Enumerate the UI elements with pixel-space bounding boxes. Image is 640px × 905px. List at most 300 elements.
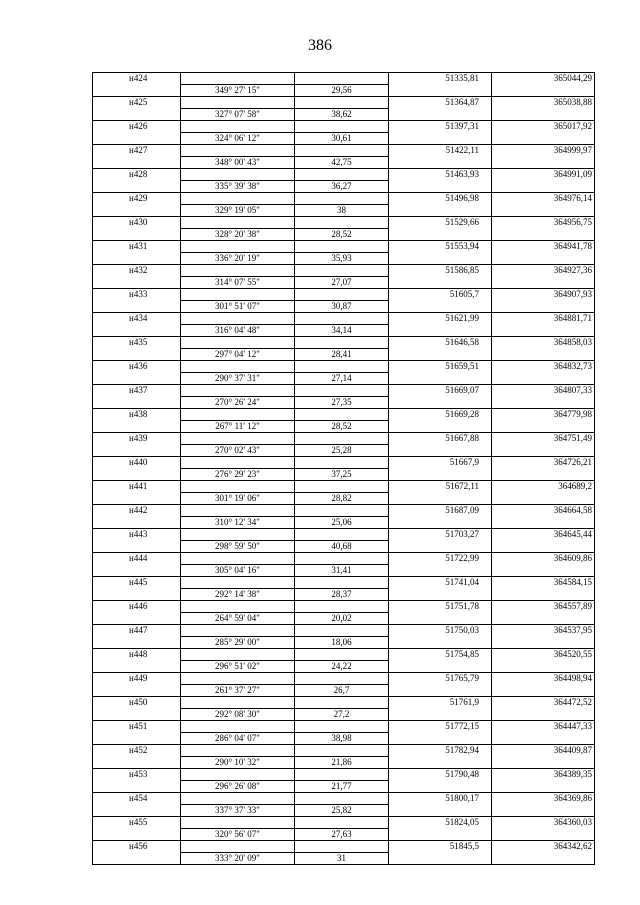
- point-name-cell: н455: [93, 817, 181, 829]
- point-name-cell: н430: [93, 217, 181, 229]
- y-coordinate-cell: 364689,2: [492, 481, 595, 493]
- point-name-cell: н440: [93, 457, 181, 469]
- empty-cell: [389, 181, 492, 193]
- empty-cell: [295, 505, 389, 517]
- point-name-cell: н438: [93, 409, 181, 421]
- empty-cell: [181, 337, 295, 349]
- coordinates-table-body: [93, 73, 595, 865]
- direction-cell: 324° 06' 12": [181, 133, 295, 145]
- x-coordinate-cell: 51772,15: [389, 721, 492, 733]
- empty-cell: [93, 565, 181, 577]
- empty-cell: [93, 229, 181, 241]
- coordinates-table: [92, 72, 595, 865]
- empty-cell: [389, 469, 492, 481]
- table-row-point: [93, 289, 595, 301]
- point-name-cell: н428: [93, 169, 181, 181]
- x-coordinate-cell: 51687,09: [389, 505, 492, 517]
- table-row-point: [93, 649, 595, 661]
- length-cell: 35,93: [295, 253, 389, 265]
- empty-cell: [492, 613, 595, 625]
- length-cell: 29,56: [295, 85, 389, 97]
- empty-cell: [389, 781, 492, 793]
- empty-cell: [389, 205, 492, 217]
- x-coordinate-cell: 51659,51: [389, 361, 492, 373]
- empty-cell: [295, 793, 389, 805]
- length-cell: 21,86: [295, 757, 389, 769]
- point-name-cell: н429: [93, 193, 181, 205]
- empty-cell: [93, 661, 181, 673]
- direction-cell: 328° 20' 38": [181, 229, 295, 241]
- empty-cell: [93, 397, 181, 409]
- empty-cell: [492, 397, 595, 409]
- direction-cell: 267° 11' 12": [181, 421, 295, 433]
- direction-cell: 298° 59' 50": [181, 541, 295, 553]
- empty-cell: [492, 205, 595, 217]
- x-coordinate-cell: 51397,31: [389, 121, 492, 133]
- direction-cell: 264° 59' 04": [181, 613, 295, 625]
- empty-cell: [181, 433, 295, 445]
- empty-cell: [93, 469, 181, 481]
- x-coordinate-cell: 51669,28: [389, 409, 492, 421]
- point-name-cell: н453: [93, 769, 181, 781]
- table-row-point: [93, 265, 595, 277]
- x-coordinate-cell: 51751,78: [389, 601, 492, 613]
- empty-cell: [181, 145, 295, 157]
- y-coordinate-cell: 364369,86: [492, 793, 595, 805]
- table-row-point: [93, 73, 595, 85]
- table-row-point: [93, 193, 595, 205]
- y-coordinate-cell: 364389,35: [492, 769, 595, 781]
- table-row-segment: [93, 277, 595, 289]
- empty-cell: [389, 85, 492, 97]
- table-row-segment: [93, 301, 595, 313]
- empty-cell: [181, 193, 295, 205]
- direction-cell: 297° 04' 12": [181, 349, 295, 361]
- y-coordinate-cell: 364991,09: [492, 169, 595, 181]
- empty-cell: [295, 745, 389, 757]
- direction-cell: 296° 51' 02": [181, 661, 295, 673]
- table-row-segment: [93, 781, 595, 793]
- y-coordinate-cell: 364498,94: [492, 673, 595, 685]
- empty-cell: [181, 673, 295, 685]
- point-name-cell: н442: [93, 505, 181, 517]
- empty-cell: [389, 757, 492, 769]
- x-coordinate-cell: 51750,03: [389, 625, 492, 637]
- empty-cell: [492, 469, 595, 481]
- empty-cell: [295, 337, 389, 349]
- empty-cell: [181, 721, 295, 733]
- length-cell: 30,61: [295, 133, 389, 145]
- point-name-cell: н456: [93, 841, 181, 853]
- x-coordinate-cell: 51669,07: [389, 385, 492, 397]
- x-coordinate-cell: 51335,81: [389, 73, 492, 85]
- empty-cell: [492, 541, 595, 553]
- empty-cell: [93, 349, 181, 361]
- empty-cell: [93, 445, 181, 457]
- x-coordinate-cell: 51722,99: [389, 553, 492, 565]
- table-row-segment: [93, 445, 595, 457]
- empty-cell: [181, 793, 295, 805]
- table-row-segment: [93, 757, 595, 769]
- empty-cell: [389, 565, 492, 577]
- direction-cell: 270° 02' 43": [181, 445, 295, 457]
- empty-cell: [492, 349, 595, 361]
- direction-cell: 348° 00' 43": [181, 157, 295, 169]
- direction-cell: 320° 56' 07": [181, 829, 295, 841]
- empty-cell: [389, 709, 492, 721]
- empty-cell: [492, 301, 595, 313]
- empty-cell: [389, 517, 492, 529]
- direction-cell: 270° 26' 24": [181, 397, 295, 409]
- empty-cell: [181, 529, 295, 541]
- empty-cell: [295, 121, 389, 133]
- table-row-segment: [93, 709, 595, 721]
- length-cell: 31,41: [295, 565, 389, 577]
- empty-cell: [93, 685, 181, 697]
- point-name-cell: н450: [93, 697, 181, 709]
- length-cell: 28,41: [295, 349, 389, 361]
- empty-cell: [295, 697, 389, 709]
- y-coordinate-cell: 364858,03: [492, 337, 595, 349]
- empty-cell: [389, 685, 492, 697]
- x-coordinate-cell: 51621,99: [389, 313, 492, 325]
- x-coordinate-cell: 51782,94: [389, 745, 492, 757]
- empty-cell: [181, 769, 295, 781]
- table-row-point: [93, 625, 595, 637]
- empty-cell: [295, 673, 389, 685]
- table-row-segment: [93, 229, 595, 241]
- y-coordinate-cell: 364472,52: [492, 697, 595, 709]
- y-coordinate-cell: 364447,33: [492, 721, 595, 733]
- y-coordinate-cell: 364557,89: [492, 601, 595, 613]
- y-coordinate-cell: 364956,75: [492, 217, 595, 229]
- empty-cell: [295, 649, 389, 661]
- empty-cell: [295, 385, 389, 397]
- point-name-cell: н444: [93, 553, 181, 565]
- empty-cell: [295, 313, 389, 325]
- x-coordinate-cell: 51845,5: [389, 841, 492, 853]
- table-row-segment: [93, 253, 595, 265]
- empty-cell: [93, 85, 181, 97]
- table-row-segment: [93, 637, 595, 649]
- empty-cell: [295, 433, 389, 445]
- empty-cell: [181, 385, 295, 397]
- empty-cell: [389, 445, 492, 457]
- empty-cell: [389, 637, 492, 649]
- empty-cell: [93, 373, 181, 385]
- table-row-point: [93, 217, 595, 229]
- length-cell: 26,7: [295, 685, 389, 697]
- table-row-segment: [93, 373, 595, 385]
- empty-cell: [295, 361, 389, 373]
- empty-cell: [389, 589, 492, 601]
- table-row-point: [93, 529, 595, 541]
- table-row-point: [93, 313, 595, 325]
- length-cell: 34,14: [295, 325, 389, 337]
- length-cell: 25,82: [295, 805, 389, 817]
- x-coordinate-cell: 51364,87: [389, 97, 492, 109]
- length-cell: 38,62: [295, 109, 389, 121]
- length-cell: 36,27: [295, 181, 389, 193]
- table-row-segment: [93, 349, 595, 361]
- y-coordinate-cell: 364832,73: [492, 361, 595, 373]
- empty-cell: [181, 217, 295, 229]
- empty-cell: [181, 625, 295, 637]
- table-row-point: [93, 145, 595, 157]
- length-cell: 38: [295, 205, 389, 217]
- empty-cell: [93, 589, 181, 601]
- empty-cell: [389, 733, 492, 745]
- direction-cell: 276° 29' 23": [181, 469, 295, 481]
- table-row-segment: [93, 157, 595, 169]
- length-cell: 28,52: [295, 229, 389, 241]
- empty-cell: [93, 781, 181, 793]
- empty-cell: [295, 769, 389, 781]
- length-cell: 30,87: [295, 301, 389, 313]
- empty-cell: [492, 565, 595, 577]
- direction-cell: 261° 37' 27": [181, 685, 295, 697]
- point-name-cell: н437: [93, 385, 181, 397]
- empty-cell: [492, 181, 595, 193]
- empty-cell: [492, 421, 595, 433]
- point-name-cell: н441: [93, 481, 181, 493]
- empty-cell: [93, 133, 181, 145]
- empty-cell: [389, 661, 492, 673]
- empty-cell: [492, 277, 595, 289]
- empty-cell: [93, 421, 181, 433]
- y-coordinate-cell: 364807,33: [492, 385, 595, 397]
- table-row-point: [93, 601, 595, 613]
- y-coordinate-cell: 365038,88: [492, 97, 595, 109]
- empty-cell: [389, 325, 492, 337]
- table-row-segment: [93, 805, 595, 817]
- table-row-point: [93, 241, 595, 253]
- x-coordinate-cell: 51463,93: [389, 169, 492, 181]
- length-cell: 27,2: [295, 709, 389, 721]
- y-coordinate-cell: 364751,49: [492, 433, 595, 445]
- length-cell: 27,63: [295, 829, 389, 841]
- empty-cell: [389, 133, 492, 145]
- table-row-segment: [93, 733, 595, 745]
- empty-cell: [93, 109, 181, 121]
- table-row-point: [93, 97, 595, 109]
- point-name-cell: н432: [93, 265, 181, 277]
- length-cell: 25,28: [295, 445, 389, 457]
- table-row-segment: [93, 469, 595, 481]
- empty-cell: [389, 421, 492, 433]
- empty-cell: [181, 697, 295, 709]
- point-name-cell: н452: [93, 745, 181, 757]
- table-row-segment: [93, 109, 595, 121]
- empty-cell: [492, 829, 595, 841]
- length-cell: 21,77: [295, 781, 389, 793]
- y-coordinate-cell: 364520,55: [492, 649, 595, 661]
- empty-cell: [181, 457, 295, 469]
- length-cell: 42,75: [295, 157, 389, 169]
- empty-cell: [492, 517, 595, 529]
- empty-cell: [181, 289, 295, 301]
- x-coordinate-cell: 51422,11: [389, 145, 492, 157]
- direction-cell: 292° 08' 30": [181, 709, 295, 721]
- empty-cell: [93, 325, 181, 337]
- direction-cell: 292° 14' 38": [181, 589, 295, 601]
- empty-cell: [295, 601, 389, 613]
- direction-cell: 296° 26' 08": [181, 781, 295, 793]
- length-cell: 40,68: [295, 541, 389, 553]
- direction-cell: 316° 04' 48": [181, 325, 295, 337]
- empty-cell: [389, 829, 492, 841]
- empty-cell: [295, 97, 389, 109]
- empty-cell: [389, 805, 492, 817]
- direction-cell: 305° 04' 16": [181, 565, 295, 577]
- empty-cell: [181, 553, 295, 565]
- y-coordinate-cell: 364927,36: [492, 265, 595, 277]
- y-coordinate-cell: 364664,58: [492, 505, 595, 517]
- empty-cell: [295, 577, 389, 589]
- point-name-cell: н451: [93, 721, 181, 733]
- point-name-cell: н439: [93, 433, 181, 445]
- direction-cell: 285° 29' 00": [181, 637, 295, 649]
- x-coordinate-cell: 51672,11: [389, 481, 492, 493]
- empty-cell: [93, 517, 181, 529]
- empty-cell: [492, 445, 595, 457]
- empty-cell: [389, 397, 492, 409]
- table-row-point: [93, 361, 595, 373]
- table-row-segment: [93, 541, 595, 553]
- empty-cell: [181, 601, 295, 613]
- empty-cell: [295, 625, 389, 637]
- empty-cell: [181, 841, 295, 853]
- direction-cell: 335° 39' 38": [181, 181, 295, 193]
- empty-cell: [492, 133, 595, 145]
- empty-cell: [295, 841, 389, 853]
- empty-cell: [492, 781, 595, 793]
- direction-cell: 349° 27' 15": [181, 85, 295, 97]
- table-row-segment: [93, 133, 595, 145]
- empty-cell: [492, 661, 595, 673]
- point-name-cell: н449: [93, 673, 181, 685]
- length-cell: 25,06: [295, 517, 389, 529]
- direction-cell: 333° 20' 09": [181, 853, 295, 865]
- table-row-segment: [93, 829, 595, 841]
- empty-cell: [389, 277, 492, 289]
- empty-cell: [295, 265, 389, 277]
- empty-cell: [181, 121, 295, 133]
- direction-cell: 327° 07' 58": [181, 109, 295, 121]
- empty-cell: [295, 193, 389, 205]
- table-row-point: [93, 745, 595, 757]
- empty-cell: [93, 637, 181, 649]
- direction-cell: 301° 51' 07": [181, 301, 295, 313]
- coordinates-table-wrapper: [92, 72, 594, 863]
- empty-cell: [492, 253, 595, 265]
- point-name-cell: н445: [93, 577, 181, 589]
- x-coordinate-cell: 51790,48: [389, 769, 492, 781]
- table-row-point: [93, 721, 595, 733]
- empty-cell: [93, 541, 181, 553]
- table-row-point: [93, 841, 595, 853]
- table-row-segment: [93, 397, 595, 409]
- x-coordinate-cell: 51741,04: [389, 577, 492, 589]
- length-cell: 31: [295, 853, 389, 865]
- table-row-segment: [93, 517, 595, 529]
- table-row-point: [93, 481, 595, 493]
- table-row-point: [93, 577, 595, 589]
- empty-cell: [181, 577, 295, 589]
- empty-cell: [389, 373, 492, 385]
- point-name-cell: н446: [93, 601, 181, 613]
- empty-cell: [295, 73, 389, 85]
- table-row-segment: [93, 613, 595, 625]
- empty-cell: [181, 313, 295, 325]
- length-cell: 38,98: [295, 733, 389, 745]
- empty-cell: [181, 817, 295, 829]
- empty-cell: [93, 301, 181, 313]
- empty-cell: [492, 853, 595, 865]
- empty-cell: [295, 217, 389, 229]
- empty-cell: [295, 817, 389, 829]
- empty-cell: [492, 157, 595, 169]
- empty-cell: [492, 109, 595, 121]
- empty-cell: [93, 829, 181, 841]
- point-name-cell: н443: [93, 529, 181, 541]
- table-row-segment: [93, 685, 595, 697]
- y-coordinate-cell: 364779,98: [492, 409, 595, 421]
- empty-cell: [389, 109, 492, 121]
- empty-cell: [295, 529, 389, 541]
- table-row-point: [93, 553, 595, 565]
- y-coordinate-cell: 364645,44: [492, 529, 595, 541]
- empty-cell: [93, 757, 181, 769]
- empty-cell: [295, 481, 389, 493]
- table-row-point: [93, 385, 595, 397]
- point-name-cell: н425: [93, 97, 181, 109]
- table-row-segment: [93, 589, 595, 601]
- length-cell: 37,25: [295, 469, 389, 481]
- y-coordinate-cell: 364537,95: [492, 625, 595, 637]
- x-coordinate-cell: 51605,7: [389, 289, 492, 301]
- y-coordinate-cell: 365017,92: [492, 121, 595, 133]
- length-cell: 28,37: [295, 589, 389, 601]
- empty-cell: [181, 265, 295, 277]
- point-name-cell: н433: [93, 289, 181, 301]
- length-cell: 28,82: [295, 493, 389, 505]
- table-row-point: [93, 769, 595, 781]
- empty-cell: [295, 409, 389, 421]
- direction-cell: 310° 12' 34": [181, 517, 295, 529]
- empty-cell: [295, 241, 389, 253]
- empty-cell: [93, 613, 181, 625]
- point-name-cell: н435: [93, 337, 181, 349]
- empty-cell: [295, 457, 389, 469]
- direction-cell: 336° 20' 19": [181, 253, 295, 265]
- empty-cell: [492, 493, 595, 505]
- empty-cell: [181, 481, 295, 493]
- point-name-cell: н447: [93, 625, 181, 637]
- x-coordinate-cell: 51765,79: [389, 673, 492, 685]
- table-row-point: [93, 121, 595, 133]
- direction-cell: 301° 19' 06": [181, 493, 295, 505]
- empty-cell: [181, 505, 295, 517]
- point-name-cell: н431: [93, 241, 181, 253]
- table-row-point: [93, 457, 595, 469]
- empty-cell: [93, 709, 181, 721]
- empty-cell: [93, 805, 181, 817]
- length-cell: 18,06: [295, 637, 389, 649]
- empty-cell: [492, 637, 595, 649]
- point-name-cell: н454: [93, 793, 181, 805]
- y-coordinate-cell: 364609,86: [492, 553, 595, 565]
